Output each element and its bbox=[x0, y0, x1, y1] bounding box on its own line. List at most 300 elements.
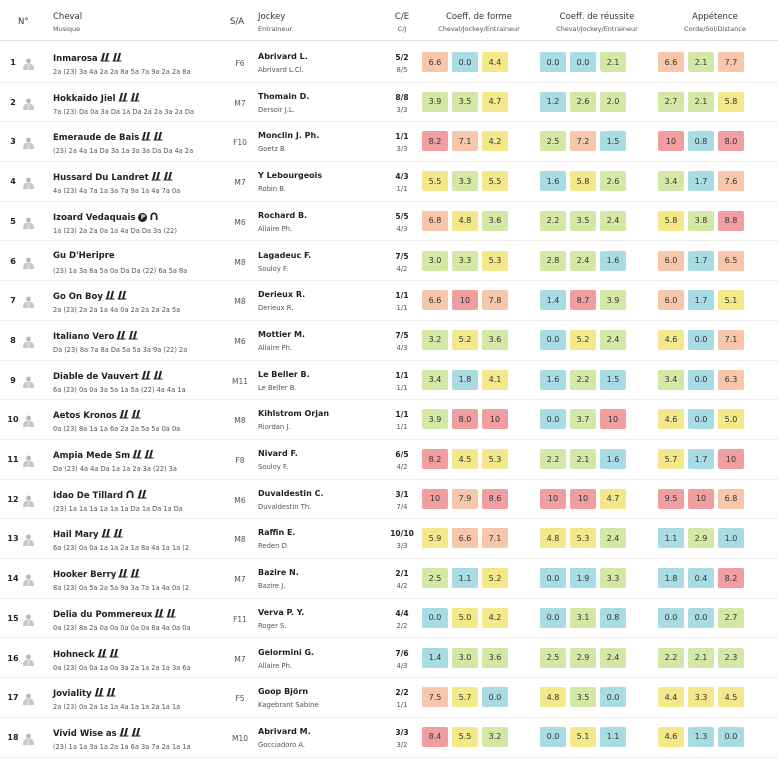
trainer-name[interactable]: Souloy F. bbox=[258, 463, 288, 471]
reussite-coeff-cell: 0.0 bbox=[600, 687, 626, 707]
jockey-name[interactable]: Thomain D. bbox=[258, 91, 310, 101]
ce-ratio: 2/1 bbox=[395, 569, 409, 579]
sex-age: F11 bbox=[233, 614, 247, 624]
jockey-silhouette-icon bbox=[22, 373, 35, 385]
ce-ratio: 2/2 bbox=[395, 688, 409, 698]
reussite-coeff-cell: 10 bbox=[570, 489, 596, 509]
forme-coeff-cell: 3.6 bbox=[482, 648, 508, 668]
header-jockey[interactable]: Jockey bbox=[258, 12, 286, 22]
jockey-name[interactable]: Duvaldestin C. bbox=[258, 488, 324, 498]
header-ce[interactable]: C/E bbox=[394, 12, 410, 22]
forme-coeff-cell: 3.0 bbox=[452, 648, 478, 668]
table-row[interactable] bbox=[0, 320, 778, 361]
ce-ratio: 8/8 bbox=[395, 92, 409, 102]
app-coeff-cell: 8.2 bbox=[718, 568, 744, 588]
trainer-name[interactable]: Roger S. bbox=[258, 621, 287, 630]
jockey-name[interactable]: Raffin E. bbox=[258, 528, 296, 538]
sex-age: M8 bbox=[234, 535, 246, 545]
unshod-icon bbox=[141, 131, 151, 144]
forme-coeff-cell: 4.5 bbox=[452, 449, 478, 469]
horseshoe-icon bbox=[125, 489, 135, 502]
forme-coeff-cell: 6.6 bbox=[452, 528, 478, 548]
reussite-coeff-cell: 2.5 bbox=[540, 648, 566, 668]
reussite-coeff-cell: 0.0 bbox=[540, 409, 566, 429]
app-coeff-cell: 4.6 bbox=[658, 330, 684, 350]
cj-ratio: 3/2 bbox=[396, 740, 408, 749]
table-row[interactable] bbox=[0, 360, 778, 401]
app-coeff-cell: 4.5 bbox=[718, 687, 744, 707]
app-coeff-cell: 6.0 bbox=[658, 290, 684, 310]
horse-name-cell[interactable] bbox=[53, 330, 138, 343]
sex-age: M7 bbox=[234, 575, 246, 585]
app-coeff-cell: 4.6 bbox=[658, 727, 684, 747]
app-coeff-cell: 0.0 bbox=[688, 608, 714, 628]
sex-age: M6 bbox=[234, 495, 246, 505]
forme-coeff-cell: 5.5 bbox=[482, 171, 508, 191]
cj-ratio: 3/3 bbox=[396, 105, 408, 114]
forme-coeff-cell: 7.8 bbox=[482, 290, 508, 310]
jockey-name[interactable]: Y Lebourgeois bbox=[258, 171, 323, 181]
jockey-silhouette-icon bbox=[22, 571, 35, 583]
app-coeff-cell: 0.4 bbox=[688, 568, 714, 588]
forme-coeff-cell: 5.2 bbox=[482, 568, 508, 588]
horse-name-cell[interactable] bbox=[53, 727, 141, 740]
runner-number: 13 bbox=[7, 534, 19, 544]
app-coeff-cell: 5.0 bbox=[718, 409, 744, 429]
forme-coeff-cell: 7.1 bbox=[482, 528, 508, 548]
table-row[interactable] bbox=[0, 241, 778, 282]
ce-ratio: 1/1 bbox=[395, 410, 409, 420]
reussite-coeff-cell: 1.6 bbox=[600, 251, 626, 271]
sex-age: M11 bbox=[231, 376, 248, 386]
app-coeff-cell: 1.7 bbox=[688, 449, 714, 469]
cj-ratio: 4/3 bbox=[396, 343, 408, 352]
reussite-coeff-cell: 10 bbox=[540, 489, 566, 509]
sex-age: M7 bbox=[234, 654, 246, 664]
app-coeff-cell: 0.0 bbox=[718, 727, 744, 747]
unshod-icon bbox=[128, 330, 138, 343]
jockey-silhouette-icon bbox=[22, 95, 35, 107]
unshod-icon bbox=[131, 409, 141, 422]
jockey-name[interactable]: Monclin J. Ph. bbox=[258, 131, 320, 141]
horse-name-cell[interactable] bbox=[53, 409, 141, 422]
reussite-coeff-cell: 2.1 bbox=[570, 449, 596, 469]
horse-name-cell[interactable] bbox=[53, 290, 127, 303]
jockey-name[interactable]: Abrivard M. bbox=[258, 726, 311, 736]
ce-ratio: 6/5 bbox=[395, 450, 409, 459]
jockey-silhouette-icon bbox=[22, 412, 35, 424]
reussite-coeff-cell: 8.7 bbox=[570, 290, 596, 310]
forme-coeff-cell: 8.0 bbox=[452, 409, 478, 429]
table-row[interactable] bbox=[0, 518, 778, 559]
trainer-name[interactable]: Reden D. bbox=[258, 542, 289, 551]
jockey-name[interactable]: Gelormini G. bbox=[258, 647, 315, 657]
horse-name[interactable]: Aetos Kronos bbox=[53, 411, 117, 422]
horse-name[interactable]: Hail Mary bbox=[53, 530, 99, 541]
forme-coeff-cell: 5.2 bbox=[452, 330, 478, 350]
runner-number: 17 bbox=[7, 693, 19, 703]
reussite-coeff-cell: 2.1 bbox=[600, 52, 626, 72]
jockey-name[interactable]: Bazire N. bbox=[258, 568, 299, 578]
table-row[interactable] bbox=[0, 598, 778, 639]
forme-coeff-cell: 3.9 bbox=[422, 92, 448, 112]
cj-ratio: 4/2 bbox=[396, 463, 408, 471]
horse-music: 0a (23) 8a 1a 1a 6a 2a 2a 5a 5a 0a 0a bbox=[53, 425, 181, 434]
app-coeff-cell: 8.0 bbox=[718, 131, 744, 151]
forme-coeff-cell: 4.2 bbox=[482, 131, 508, 151]
app-coeff-cell: 1.1 bbox=[658, 528, 684, 548]
app-coeff-cell: 0.0 bbox=[688, 409, 714, 429]
table-row[interactable] bbox=[0, 161, 778, 202]
unshod-icon bbox=[163, 171, 173, 184]
app-coeff-cell: 3.8 bbox=[688, 211, 714, 231]
trainer-name[interactable]: Allaire Ph. bbox=[258, 224, 293, 233]
reussite-coeff-cell: 4.8 bbox=[540, 687, 566, 707]
app-coeff-cell: 3.4 bbox=[658, 171, 684, 191]
trainer-name[interactable]: Dersoir J.L. bbox=[258, 105, 295, 114]
jockey-silhouette-icon bbox=[22, 492, 35, 504]
trainer-name[interactable]: Goetz B. bbox=[258, 145, 287, 154]
horse-music: Da (23) 8a 7a 8a Da 5a 5a 3a 9a (22) 2a bbox=[53, 345, 188, 354]
unshod-icon bbox=[153, 370, 163, 383]
reussite-coeff-cell: 1.5 bbox=[600, 131, 626, 151]
forme-coeff-cell: 7.1 bbox=[452, 131, 478, 151]
app-coeff-cell: 0.8 bbox=[688, 131, 714, 151]
reussite-coeff-cell: 4.8 bbox=[540, 528, 566, 548]
reussite-coeff-cell: 2.2 bbox=[540, 211, 566, 231]
forme-coeff-cell: 5.0 bbox=[452, 608, 478, 628]
cj-ratio: 1/1 bbox=[396, 423, 408, 432]
unshod-icon bbox=[118, 92, 128, 105]
reussite-coeff-cell: 5.1 bbox=[570, 727, 596, 747]
unshod-icon bbox=[130, 92, 140, 105]
horse-name-cell[interactable] bbox=[53, 92, 140, 105]
jockey-name[interactable]: Le Beller B. bbox=[258, 369, 310, 379]
header-appetence-sub: Corde/Sol/Distance bbox=[684, 25, 746, 33]
jockey-silhouette-icon bbox=[22, 293, 35, 305]
forme-coeff-cell: 5.3 bbox=[482, 449, 508, 469]
horse-name[interactable]: Emeraude de Bais bbox=[53, 133, 140, 144]
ce-ratio: 7/5 bbox=[395, 330, 409, 340]
sex-age: F8 bbox=[235, 456, 245, 465]
app-coeff-cell: 1.3 bbox=[688, 727, 714, 747]
header-sa[interactable]: S/A bbox=[230, 17, 245, 27]
unshod-icon bbox=[106, 687, 116, 700]
app-coeff-cell: 8.8 bbox=[718, 211, 744, 231]
horse-name[interactable]: Italiano Vero bbox=[53, 331, 115, 342]
protection-badge-icon: P bbox=[138, 213, 147, 222]
app-coeff-cell: 6.5 bbox=[718, 251, 744, 271]
unshod-icon bbox=[118, 568, 128, 581]
reussite-coeff-cell: 0.0 bbox=[540, 568, 566, 588]
cj-ratio: 7/4 bbox=[396, 502, 408, 511]
reussite-coeff-cell: 1.6 bbox=[540, 370, 566, 390]
jockey-silhouette-icon bbox=[22, 611, 35, 623]
horse-name[interactable]: Inmarosa bbox=[53, 54, 98, 64]
reussite-coeff-cell: 0.8 bbox=[600, 608, 626, 628]
trainer-name[interactable]: Gocciadoro A. bbox=[258, 740, 306, 749]
table-row[interactable] bbox=[0, 42, 778, 83]
header-music: Musique bbox=[53, 25, 81, 33]
app-coeff-cell: 1.7 bbox=[688, 251, 714, 271]
reussite-coeff-cell: 1.2 bbox=[540, 92, 566, 112]
table-row[interactable] bbox=[0, 201, 778, 242]
app-coeff-cell: 10 bbox=[688, 489, 714, 509]
app-coeff-cell: 5.8 bbox=[658, 211, 684, 231]
ce-ratio: 1/1 bbox=[395, 370, 409, 380]
jockey-name[interactable]: Rochard B. bbox=[258, 210, 308, 220]
app-coeff-cell: 0.0 bbox=[688, 330, 714, 350]
sex-age: F6 bbox=[235, 59, 245, 68]
ce-ratio: 4/3 bbox=[395, 172, 409, 182]
trainer-name[interactable]: Souloy F. bbox=[258, 264, 288, 273]
jockey-name[interactable]: Lagadeuc F. bbox=[258, 250, 312, 260]
app-coeff-cell: 1.7 bbox=[688, 171, 714, 191]
app-coeff-cell: 2.1 bbox=[688, 52, 714, 72]
table-row[interactable] bbox=[0, 399, 778, 440]
horse-name[interactable]: Joviality bbox=[53, 689, 92, 700]
app-coeff-cell: 5.1 bbox=[718, 290, 744, 310]
trainer-name[interactable]: Duvaldestin Th. bbox=[258, 502, 312, 511]
unshod-icon bbox=[141, 370, 151, 383]
horse-name[interactable]: Hokkaido Jiel bbox=[53, 93, 116, 104]
horse-music: 4a (23) 4a 7a 1a 3a 7a 9a 1a 4a 7a 0a bbox=[53, 187, 181, 196]
app-coeff-cell: 6.6 bbox=[658, 52, 684, 72]
app-coeff-cell: 0.0 bbox=[688, 370, 714, 390]
unshod-icon bbox=[132, 449, 142, 462]
horseshoe-icon bbox=[149, 211, 159, 224]
trainer-name[interactable]: Robin B. bbox=[258, 185, 287, 194]
trainer-name[interactable]: Derieux R. bbox=[258, 304, 294, 313]
unshod-icon bbox=[116, 330, 126, 343]
horse-name[interactable]: Gu D'Heripre bbox=[53, 250, 115, 261]
ce-ratio: 7/6 bbox=[395, 648, 409, 658]
jockey-name[interactable]: Derieux R. bbox=[258, 290, 306, 300]
trainer-name[interactable]: Le Beller B. bbox=[258, 383, 297, 392]
unshod-icon bbox=[112, 52, 122, 65]
header-cj: C/J bbox=[397, 25, 407, 33]
unshod-icon bbox=[105, 290, 115, 303]
header-num: N° bbox=[18, 17, 29, 27]
forme-coeff-cell: 5.7 bbox=[452, 687, 478, 707]
cj-ratio: 2/2 bbox=[396, 621, 408, 630]
trainer-name[interactable]: Kagebrant Sabine bbox=[258, 701, 319, 710]
forme-coeff-cell: 3.0 bbox=[422, 251, 448, 271]
forme-coeff-cell: 3.3 bbox=[452, 251, 478, 271]
ce-ratio: 3/3 bbox=[395, 727, 409, 737]
table-row[interactable] bbox=[0, 280, 778, 321]
reussite-coeff-cell: 5.2 bbox=[570, 330, 596, 350]
unshod-icon bbox=[113, 528, 123, 541]
forme-coeff-cell: 3.2 bbox=[422, 330, 448, 350]
horse-name[interactable]: Ampia Mede Sm bbox=[53, 451, 131, 461]
forme-coeff-cell: 0.0 bbox=[482, 687, 508, 707]
header-horse[interactable]: Cheval bbox=[53, 12, 83, 22]
cj-ratio: 4/2 bbox=[396, 264, 408, 273]
table-row[interactable] bbox=[0, 717, 778, 758]
trainer-name[interactable]: Bazire J. bbox=[258, 582, 286, 591]
table-row[interactable] bbox=[0, 479, 778, 520]
header-reussite[interactable]: Coeff. de réussite bbox=[559, 12, 635, 22]
jockey-silhouette-icon bbox=[22, 55, 35, 67]
app-coeff-cell: 2.2 bbox=[658, 648, 684, 668]
horse-name[interactable]: Idao De Tillard bbox=[53, 490, 124, 501]
forme-coeff-cell: 8.6 bbox=[482, 489, 508, 509]
horse-name[interactable]: Diable de Vauvert bbox=[53, 371, 139, 382]
forme-coeff-cell: 2.5 bbox=[422, 568, 448, 588]
header-forme[interactable]: Coeff. de forme bbox=[446, 12, 512, 22]
forme-coeff-cell: 8.2 bbox=[422, 131, 448, 151]
horse-name-cell[interactable] bbox=[53, 568, 140, 581]
app-coeff-cell: 4.4 bbox=[658, 687, 684, 707]
runner-number: 3 bbox=[10, 137, 16, 147]
reussite-coeff-cell: 0.0 bbox=[540, 727, 566, 747]
forme-coeff-cell: 5.3 bbox=[482, 251, 508, 271]
jockey-name[interactable]: Mottier M. bbox=[258, 329, 306, 339]
horse-music: (23) 2a 4a 1a Da 3a 1a 3a 3a Da Da 4a 2a bbox=[53, 147, 194, 156]
horse-name-cell[interactable] bbox=[53, 251, 115, 261]
table-row[interactable] bbox=[0, 558, 778, 599]
jockey-silhouette-icon bbox=[22, 174, 35, 186]
horse-name-cell[interactable] bbox=[53, 648, 119, 661]
forme-coeff-cell: 1.8 bbox=[452, 370, 478, 390]
forme-coeff-cell: 8.4 bbox=[422, 727, 448, 747]
horse-music: (23) 1a 3a 8a 5a 0a Da Da (22) 6a 5a 8a bbox=[53, 266, 188, 275]
runner-number: 5 bbox=[10, 216, 16, 226]
runner-number: 16 bbox=[7, 653, 19, 663]
ce-ratio: 1/1 bbox=[395, 132, 409, 142]
reussite-coeff-cell: 3.9 bbox=[600, 290, 626, 310]
horse-name-cell[interactable] bbox=[53, 211, 159, 224]
table-row[interactable] bbox=[0, 82, 778, 123]
trainer-name[interactable]: Allaire Ph. bbox=[258, 661, 293, 670]
table-row[interactable] bbox=[0, 439, 778, 480]
unshod-icon bbox=[101, 528, 111, 541]
ce-ratio: 1/1 bbox=[395, 291, 409, 301]
unshod-icon bbox=[119, 727, 129, 740]
runner-number: 15 bbox=[7, 613, 19, 623]
app-coeff-cell: 7.1 bbox=[718, 330, 744, 350]
reussite-coeff-cell: 3.5 bbox=[570, 211, 596, 231]
horse-music: 0a (23) 8a 2a 0a 0a 0a 0a 0a 8a 4a 0a 0a bbox=[53, 623, 191, 632]
horse-name-cell[interactable] bbox=[53, 52, 122, 65]
horse-name-cell[interactable] bbox=[53, 489, 147, 502]
reussite-coeff-cell: 5.8 bbox=[570, 171, 596, 191]
horse-music: 6a (23) 0a 0a 1a 1a 2a 1a 8a 4a 1a 1a (2 bbox=[53, 544, 190, 553]
trainer-name[interactable]: Allaire Ph. bbox=[258, 343, 293, 352]
horse-name-cell[interactable] bbox=[53, 131, 163, 144]
reussite-coeff-cell: 1.6 bbox=[600, 449, 626, 469]
forme-coeff-cell: 0.0 bbox=[422, 608, 448, 628]
cj-ratio: 8/5 bbox=[396, 66, 408, 74]
horse-name-cell[interactable] bbox=[53, 608, 176, 621]
horse-music: (23) 1a 1a 1a 1a 1a 1a Da 1a Da 1a Da bbox=[53, 504, 183, 513]
unshod-icon bbox=[117, 290, 127, 303]
horse-name-cell[interactable] bbox=[53, 171, 173, 184]
jockey-name[interactable]: Goop Björn bbox=[258, 687, 309, 697]
jockey-name[interactable]: Kihlstrom Orjan bbox=[258, 409, 330, 419]
forme-coeff-cell: 3.5 bbox=[452, 92, 478, 112]
reussite-coeff-cell: 10 bbox=[600, 409, 626, 429]
jockey-name[interactable]: Nivard F. bbox=[258, 449, 298, 458]
horse-name-cell[interactable] bbox=[53, 449, 154, 462]
horse-name[interactable]: Go On Boy bbox=[53, 292, 103, 303]
horse-name[interactable]: Hooker Berry bbox=[53, 570, 117, 581]
reussite-coeff-cell: 7.2 bbox=[570, 131, 596, 151]
reussite-coeff-cell: 0.0 bbox=[540, 608, 566, 628]
sex-age: M8 bbox=[234, 257, 246, 267]
runner-number: 6 bbox=[10, 256, 16, 266]
reussite-coeff-cell: 1.4 bbox=[540, 290, 566, 310]
runner-number: 12 bbox=[7, 494, 19, 504]
sex-age: M7 bbox=[234, 98, 246, 108]
horse-name-cell[interactable] bbox=[53, 528, 123, 541]
app-coeff-cell: 9.5 bbox=[658, 489, 684, 509]
trainer-name[interactable]: Abrivard L.Cl. bbox=[258, 66, 304, 74]
forme-coeff-cell: 10 bbox=[422, 489, 448, 509]
forme-coeff-cell: 10 bbox=[482, 409, 508, 429]
sex-age: M6 bbox=[234, 217, 246, 227]
reussite-coeff-cell: 0.0 bbox=[570, 52, 596, 72]
reussite-coeff-cell: 3.1 bbox=[570, 608, 596, 628]
app-coeff-cell: 2.9 bbox=[688, 528, 714, 548]
horse-name[interactable]: Hussard Du Landret bbox=[53, 173, 149, 184]
reussite-coeff-cell: 1.5 bbox=[600, 370, 626, 390]
cj-ratio: 1/1 bbox=[396, 304, 408, 313]
runner-number: 8 bbox=[10, 335, 16, 345]
runner-number: 18 bbox=[7, 732, 19, 742]
trainer-name[interactable]: Riordan J. bbox=[258, 423, 291, 432]
unshod-icon bbox=[97, 648, 107, 661]
app-coeff-cell: 1.8 bbox=[658, 568, 684, 588]
horse-name-cell[interactable] bbox=[53, 370, 163, 383]
unshod-icon bbox=[130, 568, 140, 581]
horse-name[interactable]: Vivid Wise as bbox=[53, 728, 117, 739]
runner-number: 10 bbox=[7, 415, 19, 425]
header-appetence[interactable]: Appétence bbox=[692, 12, 738, 22]
horse-music: 1a (23) 2a 2a 0a 1a 4a Da Da 3a (22) bbox=[53, 226, 177, 235]
reussite-coeff-cell: 2.2 bbox=[570, 370, 596, 390]
table-row[interactable] bbox=[0, 638, 778, 679]
jockey-silhouette-icon bbox=[22, 531, 35, 543]
reussite-coeff-cell: 1.9 bbox=[570, 568, 596, 588]
cj-ratio: 1/1 bbox=[396, 383, 408, 392]
reussite-coeff-cell: 1.6 bbox=[540, 171, 566, 191]
sex-age: M8 bbox=[234, 297, 246, 307]
horse-name[interactable]: Delia du Pommereux bbox=[53, 609, 153, 620]
forme-coeff-cell: 3.3 bbox=[452, 171, 478, 191]
horse-name-cell[interactable] bbox=[53, 687, 116, 700]
table-row[interactable] bbox=[0, 121, 778, 162]
horse-music: 0a (23) 0a 0a 1a 0a 3a 2a 1a 2a 1a 3a 6a bbox=[53, 663, 191, 672]
runner-number: 4 bbox=[10, 177, 16, 187]
horse-music: 6a (23) 0a 0a 3a 5a 1a 5a (22) 4a 4a 1a bbox=[53, 385, 186, 394]
cj-ratio: 1/1 bbox=[396, 185, 408, 194]
app-coeff-cell: 7.7 bbox=[718, 52, 744, 72]
horse-name[interactable]: Hohneck bbox=[53, 649, 95, 660]
app-coeff-cell: 6.8 bbox=[718, 489, 744, 509]
table-row[interactable] bbox=[0, 677, 778, 718]
jockey-name[interactable]: Abrivard L. bbox=[258, 52, 308, 61]
app-coeff-cell: 10 bbox=[658, 131, 684, 151]
forme-coeff-cell: 7.5 bbox=[422, 687, 448, 707]
ce-ratio: 7/5 bbox=[395, 251, 409, 261]
runner-number: 1 bbox=[10, 58, 16, 67]
sex-age: M10 bbox=[231, 733, 248, 743]
forme-coeff-cell: 4.1 bbox=[482, 370, 508, 390]
jockey-name[interactable]: Verva P. Y. bbox=[258, 607, 305, 617]
horse-name[interactable]: Izoard Vedaquais bbox=[53, 212, 136, 223]
